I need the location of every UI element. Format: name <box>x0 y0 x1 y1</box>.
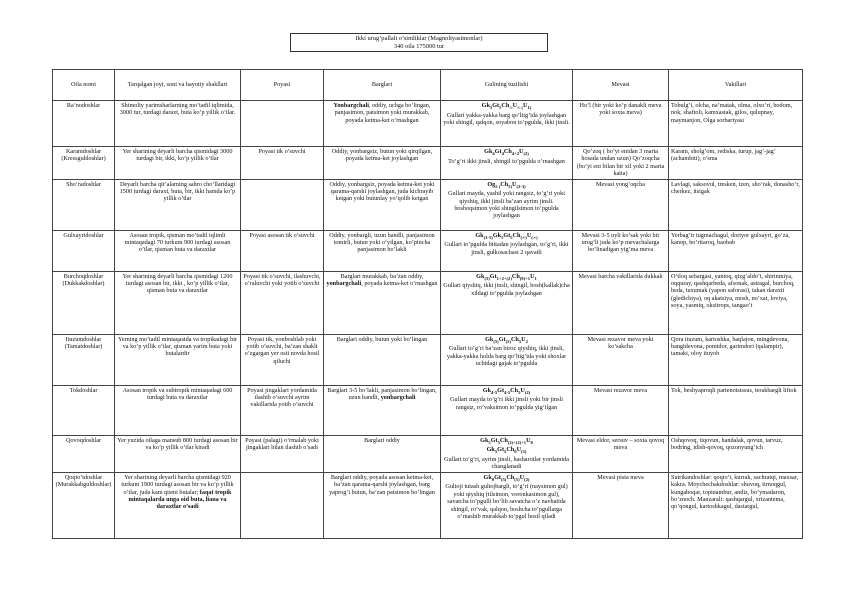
table-row <box>53 385 803 435</box>
flower-description: Gullari to’g’ri ba’zan biroz qiyshiq, ikki jinsli, yakka-yakka holda barg qo’ltig’ida yoki shoxlar uchidagi gajak to’pgulda <box>446 345 567 368</box>
header-cell: Poyasi <box>241 70 324 101</box>
flower-description: Gullari to’pgulda bittadan joylashgan, to’g’ri, ikki jinsli, gulkosachasi 2 qavatli <box>444 241 569 256</box>
flower-description: Gullari mayda, yashil yoki rangsiz, to’g’ri yoki qiyshiq, ikki jinsli ba’zan ayrim jinsli. boshoqsimon yoki shingilsimon to’pgulda joylashgan <box>448 190 565 220</box>
leaves-cell: Barglari oddiy <box>324 435 441 472</box>
flower-cell <box>441 385 573 435</box>
header-cell: Barglari <box>324 70 441 101</box>
flower-formula: $Gk_{(3-5)}Gk_5Gt_5Ch_{(\infty)}U_{(\infty)}$ <box>475 231 538 240</box>
table-row <box>53 334 803 385</box>
bold-text: yonbargchali <box>326 280 362 288</box>
flower-formula: $Gk_4Gt_4Ch_{4+2}U_{(2)}$ <box>484 148 529 157</box>
leaves-cell: Oddiy, yonbargsiz, poyada ketma-ket yoki qarama-qarshi joylashgan, juda kichrayib ketgan yoki butunlay yo’qolib ketgan <box>324 179 441 230</box>
fruit-cell: Mevasi eldor, sersuv – soxta qovoq meva <box>573 435 669 472</box>
examples-cell: Karam, sholg’om, rediska, turup, jag’-jag’ (achambiti), o’sma <box>669 147 803 180</box>
header-cell: Tarqalgan joyi, soni va hayotiy shakllari <box>115 70 241 101</box>
fruit-cell: Mevasi rezavor meva yoki ko’sakcha <box>573 334 669 385</box>
flower-cell <box>441 334 573 385</box>
spread-cell: Yer yuzida oilaga mansub 800 turdagi asosan bir va ko’p yillik o’tlar kiradi <box>115 435 241 472</box>
stem-cell: Poyasi tik, yonboshlab yoki yotib o’suvchi, ba’zan shakli o’zgargan yer osti novda hosil qiluchi <box>241 334 324 385</box>
leaves-cell: Oddiy, yonbargsiz, butun yoki qirqilgan, poyada ketma-ket joylashgan <box>324 147 441 180</box>
flower-formula: $Gk_5Gt_5Ch_\infty U_{\infty (}U_{1)}$ <box>481 102 532 111</box>
bold-text: yonbargchali <box>380 394 416 402</box>
caption-subtitle: 340 oila 175000 tur <box>393 43 445 50</box>
leaves-cell: Barglari oddiy, poyada asosan ketma-ket, ba’zan qarama-qarshi joylashgan, barg yaprog’i butun, ba’zan patsimon bo’lingan <box>324 472 441 538</box>
fruit-cell: Qo’zoq ( bo’yi enidan 3 marta hosada undan uzun) Qo’zoqcha (bo’yi eni bilan bir xil yoki 2 marta katta) <box>573 147 669 180</box>
table-row <box>53 435 803 472</box>
examples-cell: Tobulg’i, olcha, na’matak, olma, olxo’ri, bodom, nok, shaftoli, kamxastak, gilos, qulupnay, maymanjon, Olga sorbariyasi <box>669 101 803 147</box>
flower-description: To’g’ri ikki jinsli, shingil to’pgulda o’rnashgan <box>448 157 565 165</box>
examples-cell: O’tloq sebargasi, yantoq, qizg’aldo’t, shirinmiya, oqquray, qashqarbeda, afsonak, astragal, burchoq, beda, tuxumak (yapon saforasi), takan daraxti (gledichiya), oq akatsiya, mosh, no’xat, loviya, soya, yasmiq, oksitrops, tangao’t <box>669 271 803 334</box>
flower-formula: $Gk_5Gt_5Ch_0U_{(3)}$ <box>486 446 527 455</box>
table-body <box>53 101 803 539</box>
examples-cell: Lavlagi, saksovul, tresken, izen, sho’rak, donasho’r, cherkez, itsigak <box>669 179 803 230</box>
header-cell: Oila nomi <box>53 70 115 101</box>
header-cell: Vakillari <box>669 70 803 101</box>
examples-cell: Yerbag’ir tugmachagul, doriyor gulxayri, go’za, kanop, bo’ritaroq, baobab <box>669 230 803 271</box>
stem-cell: Poyasi tik o’suvchi <box>241 147 324 180</box>
bold-text: faqat tropik mintaqalarda unga oid buta, liana va daraxtlar o’sadi <box>128 488 232 511</box>
stem-cell <box>241 101 324 147</box>
flower-cell <box>441 472 573 538</box>
flower-description: Gultoji tutash gultojbargli, to’g’ri (naysimon gul) yoki qiyshiq (tilsimon, voronkasimon gul), savatcha to’pgulli bo’lib savatcha o’z navbatida shingil, ro’vak, qalqon, boshcha to’pgullarga o’rnashib murakkab to’pgul hosil qiladi <box>445 483 568 520</box>
flower-cell <box>441 101 573 147</box>
stem-cell <box>241 472 324 538</box>
leaves-cell: Barglari 3-5 bo’lakli, panjasimon bo’lingan, uzun bandli, yonbargchali <box>324 385 441 435</box>
table-row <box>53 230 803 271</box>
fruit-cell: Ho’l (bir yoki ko’p danakli meva yoki soxta meva) <box>573 101 669 147</box>
stem-cell: Poyasi asosan tik o’suvchi <box>241 230 324 271</box>
family-name-cell: Ituzumdoshlar (Tamatdoshlar) <box>53 334 115 385</box>
stem-cell: Poyasi (palagi) o’rmalab yoki jingaklari bilan ilashib o’sadi <box>241 435 324 472</box>
family-name-cell: Qoqio’tdoshlar (Murakkabguldoshlar) <box>53 472 115 538</box>
leaves-cell: Oddiy, yonbargli, uzun bandli, panjasimon tomirli, butun yoki o’yilgan, ko’pincha panjasimon bo’lakli <box>324 230 441 271</box>
examples-cell: Tok, beshyaproqli partenotsissus, terakbargli liftok <box>669 385 803 435</box>
header-row <box>53 70 803 101</box>
caption-title: Ikki urug’pallali o’simliklar (Magnoliyasimonlar) <box>355 35 483 42</box>
fruit-cell: Mevasi yong’oqcha <box>573 179 669 230</box>
flower-description: Gullari yakka-yakka barg qo’ltig’ida joylashgan yoki shingil, qalqon, soyabon to’pgulda, ikki jinsli. <box>443 111 570 127</box>
fruit-cell: Mevasi 3-5 uyli ko’sak yoki bir urug’li juda ko’p mevachalarga bo’linadigan yig’ma meva <box>573 230 669 271</box>
family-name-cell: Qovoqdoshlar <box>53 435 115 472</box>
table-row <box>53 271 803 334</box>
table-row <box>53 472 803 538</box>
flower-cell <box>441 230 573 271</box>
flower-description: Gullari mayda to’g’ri ikki jinsli yoki bir jinsli rangsiz, ro’vaksimon to’pgulda yig’ilgan <box>450 396 563 411</box>
flower-cell <box>441 147 573 180</box>
flower-formula: $Gk_{(5)}Gt_{(5)}Ch_5U_2$ <box>485 335 528 344</box>
header-cell: Gulining tuzilishi <box>441 70 573 101</box>
table-row <box>53 147 803 180</box>
table-caption <box>290 33 548 52</box>
flower-description: Gullari qiyshiq, ikki jinsli, shingil, bosh(kallak)cha xildagi to’pgulda joylashgan <box>443 282 570 297</box>
flower-formula: $Og_{5 (}Ch_{5)}U_{(2-3)}$ <box>487 180 526 189</box>
leaves-cell: Barglari murakkab, ba’zan oddiy, yonbargchali, poyada ketma-ket o’rnashgan <box>324 271 441 334</box>
bold-text: Yonbargchali <box>333 102 369 109</box>
table-row <box>53 179 803 230</box>
flower-formula: $Gk_0Gt_{(5)}Ch_{(5)}U_{(2)}$ <box>483 473 530 482</box>
flower-cell <box>441 271 573 334</box>
examples-cell: Oshqovoq, tiqovun, handalak, qovun, tarvuz, bodring, idish-qovoq, qozonyung’ich <box>669 435 803 472</box>
spread-cell: Shimoliy yarimsharlarning mo’tadil iqlimida, 3000 tur, turdagi daraxt, buta ko’p yillik o’tlar. <box>115 101 241 147</box>
spread-cell: Yerning mo’tadil mintaqasida va tropikadagi bir va ko’p yillik o’tlar, qisman yarim buta yoki butalardir <box>115 334 241 385</box>
family-name-cell: Ra’nodoshlar <box>53 101 115 147</box>
fruit-cell: Mevasi barcha vakillarida dukkak <box>573 271 669 334</box>
flower-cell <box>441 179 573 230</box>
flower-cell <box>441 435 573 472</box>
flower-formula: $Gk_{(5)}Gt_{1+2+(2)}Ch_{(9)+1}U_1$ <box>476 272 537 281</box>
stem-cell <box>241 179 324 230</box>
family-name-cell: Sho’radoshlar <box>53 179 115 230</box>
flower-formula: $Gk_{4-5}Gt_{4-5}Ch_5U_{(2)}$ <box>482 386 531 395</box>
leaves-cell: Yonbargchali, oddiy, uchga bo’lingan, panjasimon, patsimon yoki murakkab, poyada ketma-ket o’rnashgan <box>324 101 441 147</box>
leaves-cell: Barglari oddiy, butun yoki bo’lingan <box>324 334 441 385</box>
family-name-cell: Burchoqdoshlar (Dukkakdoshlar) <box>53 271 115 334</box>
spread-cell: Asosan tropik, qisman mo’tadil iqlimli mintaqadagi 70 turkum 900 turdagi asosan o’tlar, qisman buta va daraxtlar <box>115 230 241 271</box>
stem-cell: Poyasi jingaklari yordamida ilashib o’suvchi ayrim vakillarida yotib o’suvchi <box>241 385 324 435</box>
spread-cell: Asosan tropik va subtropik mintaqadagi 600 turdagi buta va daraxtlar <box>115 385 241 435</box>
spread-cell: Yer sharining deyarli barcha qismidagi 1200 turdagi asosan bir, ikki , ko’p yillik o’tlar, qisman buta va daraxtlar <box>115 271 241 334</box>
header-cell: Mevasi <box>573 70 669 101</box>
examples-cell: Sutrikandoshlar: qoqio’t, kurrak, sachratqi, maxsar, kakra. Moychechakdoshlar: shuvoq, tirnoqgul, kungaboqar, topinambur, andiz, bo’ymadaron, bo’znoch. Manzarali: qashqargul, xrizantema, qo’qongul, kartoshkagul, dastargul, <box>669 472 803 538</box>
spread-cell: Deyarli barcha qit’alarning sahro cho’llaridagi 1500 turdagi daraxt, buta, bir, ikki hamda ko’p yillik o’tlar <box>115 179 241 230</box>
family-name-cell: Karamdoshlar (Kressguldoshlar) <box>53 147 115 180</box>
spread-cell: Yer sharining deyarli barcha qismidagi 920 turkum 1900 turdagi asosan bir va ko’p yillik o’tlar, juda kam qismi butalar; faqat tropik mintaqalarda unga oid buta, liana va daraxtlar o’sadi <box>115 472 241 538</box>
flower-formula: $Gk_5Gt_5Ch_{(2)+(2)+1}U_0$ <box>480 436 533 445</box>
fruit-cell: Mevasi pista meva <box>573 472 669 538</box>
examples-cell: Qora ituzum, kartoshka, baqlajon, mingdevona, bangidevona, pomidor, garimdori (qalampir), tamaki, oloy ituyob <box>669 334 803 385</box>
families-table <box>52 69 803 539</box>
stem-cell: Poyasi tik o’suvchi, ilashuvchi, o’raluvchi yoki yotib o’suvchi <box>241 271 324 334</box>
family-name-cell: Tokdoshlar <box>53 385 115 435</box>
family-name-cell: Gulxayridoshlar <box>53 230 115 271</box>
spread-cell: Yer sharining deyarli barcha qismidagi 3000 turdagi bir, ikki, ko’p yillik o’tlar <box>115 147 241 180</box>
table-row <box>53 101 803 147</box>
fruit-cell: Mevasi rezavor meva <box>573 385 669 435</box>
flower-description: Gullari to’g’ri, ayrim jinsli, hasharotlar yordamida changlanadi <box>444 455 569 471</box>
